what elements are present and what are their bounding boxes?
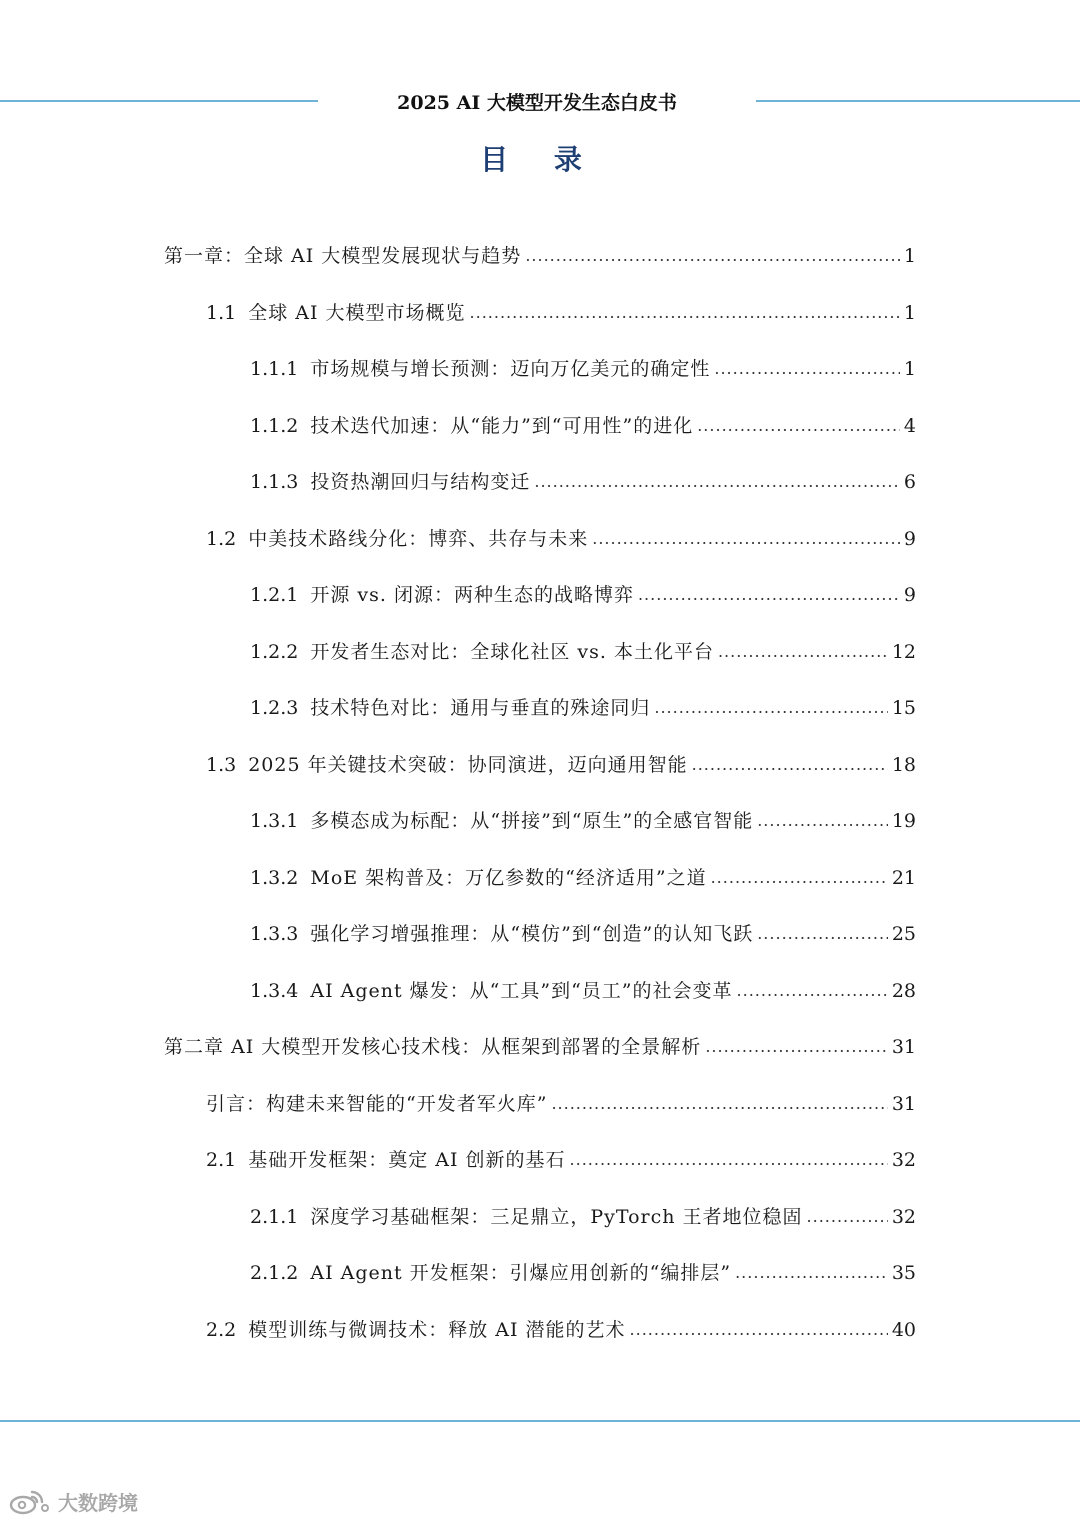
toc-entry-number: 1.2.1 (250, 584, 299, 606)
toc-leader-dots (714, 349, 900, 389)
toc-entry-number: 1.3.1 (250, 810, 299, 832)
toc-entry[interactable] (250, 914, 916, 954)
document-title: 2025 AI 大模型开发生态白皮书 (397, 92, 677, 114)
toc-leader-dots (470, 293, 900, 333)
toc-entry-number: 2.2 (206, 1318, 237, 1341)
toc-entry-number: 2.1.1 (250, 1205, 299, 1228)
toc-entry-title: 第一章：全球 AI 大模型发展现状与趋势 (164, 245, 522, 267)
toc-entry-page: 1 (903, 301, 916, 324)
toc-entry-title: MoE 架构普及：万亿参数的“经济适用”之道 (310, 866, 707, 889)
toc-leader-dots (638, 575, 900, 615)
toc-leader-dots (757, 801, 888, 841)
toc-leader-dots (705, 1027, 888, 1067)
toc-entry[interactable] (206, 293, 916, 333)
toc-leader-dots (711, 858, 888, 898)
toc-entry-title: 中美技术路线分化：博弈、共存与未来 (248, 527, 589, 550)
toc-leader-dots (570, 1140, 888, 1180)
footer-rule (0, 1420, 1080, 1422)
toc-entry-page: 9 (903, 527, 916, 550)
toc-entry-number: 1.1.3 (250, 471, 299, 493)
toc-entry[interactable] (206, 1140, 916, 1180)
toc-entry-page: 1 (903, 245, 916, 267)
toc-entry[interactable] (250, 1197, 916, 1237)
toc-entry-page: 32 (891, 1205, 916, 1228)
toc-entry-number: 1.1 (206, 301, 237, 324)
toc-entry-title: 强化学习增强推理：从“模仿”到“创造”的认知飞跃 (310, 923, 754, 945)
toc-entry[interactable] (206, 1310, 916, 1350)
toc-entry-page: 6 (903, 471, 916, 493)
toc-entry-title: 技术特色对比：通用与垂直的殊途同归 (310, 697, 651, 719)
toc-entry-number: 1.2.2 (250, 640, 299, 663)
toc-entry[interactable] (250, 349, 916, 389)
toc-entry-title: 第二章 AI 大模型开发核心技术栈：从框架到部署的全景解析 (164, 1036, 702, 1058)
toc-entry-number: 1.2.3 (250, 697, 299, 719)
toc-entry-page: 25 (891, 923, 916, 945)
toc-entry-title: AI Agent 开发框架：引爆应用创新的“编排层” (310, 1262, 732, 1284)
toc-leader-dots (525, 236, 900, 276)
toc-leader-dots (697, 406, 900, 446)
toc-entry-title: 基础开发框架：奠定 AI 创新的基石 (248, 1149, 566, 1171)
toc-entry[interactable] (206, 519, 916, 559)
toc-entry-number: 1.3.2 (250, 866, 299, 889)
toc-entry[interactable] (250, 858, 916, 898)
toc-leader-dots (551, 1084, 887, 1124)
toc-entry-title: 2025 年关键技术突破：协同演进，迈向通用智能 (248, 753, 688, 776)
toc-entry-title: 市场规模与增长预测：迈向万亿美元的确定性 (310, 358, 711, 380)
toc-leader-dots (807, 1197, 888, 1237)
toc-entry[interactable] (206, 1084, 916, 1124)
toc-entry-page: 31 (891, 1092, 916, 1115)
toc-entry-number: 1.1.1 (250, 358, 299, 380)
toc-entry[interactable] (206, 745, 916, 785)
toc-entry-page: 19 (891, 810, 916, 832)
toc-entry[interactable] (250, 575, 916, 615)
toc-entry-title: 多模态成为标配：从“拼接”到“原生”的全感官智能 (310, 810, 754, 832)
toc-entry[interactable] (250, 406, 916, 446)
toc-entry-page: 31 (891, 1036, 916, 1058)
header-rule-right (756, 100, 1080, 102)
watermark (8, 1486, 138, 1516)
toc-leader-dots (757, 914, 888, 954)
toc-entry-number: 1.1.2 (250, 414, 299, 437)
toc-entry-title: 开源 vs. 闭源：两种生态的战略博弈 (310, 584, 634, 606)
toc-entry-page: 18 (891, 753, 916, 776)
toc-entry-page: 35 (891, 1262, 916, 1284)
toc-entry[interactable] (250, 688, 916, 728)
toc-entry-page: 12 (891, 640, 916, 663)
weibo-logo-icon (8, 1486, 52, 1516)
toc-leader-dots (735, 1253, 888, 1293)
toc-leader-dots (737, 971, 888, 1011)
toc-leader-dots (654, 688, 887, 728)
toc-entry-number: 1.2 (206, 527, 237, 550)
toc-entry-title: 引言：构建未来智能的“开发者军火库” (206, 1092, 548, 1115)
toc-entry-title: AI Agent 爆发：从“工具”到“员工”的社会变革 (310, 979, 733, 1002)
toc-leader-dots (630, 1310, 888, 1350)
toc-entry[interactable] (164, 1027, 916, 1067)
toc-entry-page: 1 (903, 358, 916, 380)
toc-entry-page: 40 (891, 1318, 916, 1341)
toc-entry[interactable] (250, 632, 916, 672)
toc-entry[interactable] (250, 971, 916, 1011)
toc-entry-number: 1.3 (206, 753, 237, 776)
header-rule-left (0, 100, 318, 102)
toc-entry-title: 深度学习基础框架：三足鼎立，PyTorch 王者地位稳固 (310, 1205, 803, 1228)
watermark-text: 大数跨境 (58, 1490, 138, 1515)
toc-leader-dots (692, 745, 888, 785)
toc-title: 目 录 (480, 143, 600, 176)
toc-entry-number: 1.3.4 (250, 979, 299, 1002)
toc-entry-number: 2.1 (206, 1149, 237, 1171)
toc-entry[interactable] (250, 462, 916, 502)
toc-entry-number: 1.3.3 (250, 923, 299, 945)
toc-entry-page: 9 (903, 584, 916, 606)
toc-entry-page: 15 (891, 697, 916, 719)
toc-entry-page: 4 (903, 414, 916, 437)
toc-entry[interactable] (250, 1253, 916, 1293)
toc-entry-title: 技术迭代加速：从“能力”到“可用性”的进化 (310, 414, 694, 437)
toc-leader-dots (592, 519, 900, 559)
toc-entry-number: 2.1.2 (250, 1262, 299, 1284)
toc-entry-title: 投资热潮回归与结构变迁 (310, 471, 531, 493)
toc-entry-title: 全球 AI 大模型市场概览 (248, 301, 466, 324)
toc-entry-page: 28 (891, 979, 916, 1002)
toc-leader-dots (718, 632, 888, 672)
toc-entry[interactable] (164, 236, 916, 276)
toc-entry-page: 32 (891, 1149, 916, 1171)
toc-entry-page: 21 (891, 866, 916, 889)
toc-entry[interactable] (250, 801, 916, 841)
toc-entry-title: 模型训练与微调技术：释放 AI 潜能的艺术 (248, 1318, 626, 1341)
toc-leader-dots (534, 462, 900, 502)
toc-entry-title: 开发者生态对比：全球化社区 vs. 本土化平台 (310, 640, 714, 663)
